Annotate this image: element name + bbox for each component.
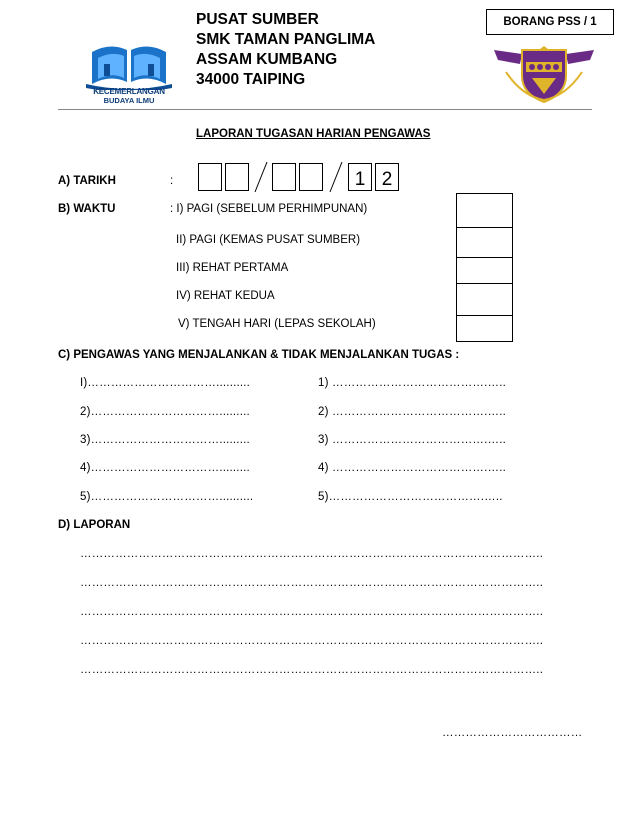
report-section-label: D) LAPORAN [58,519,131,531]
date-slash-2 [327,160,345,194]
report-line-5[interactable]: ……………………………………………………………………………………………………….. [80,664,544,676]
prefect-not-performing-5[interactable]: 5)………………………………….….. [318,491,503,503]
logo-caption-2: BUDAYA ILMU [103,96,155,105]
prefect-not-performing-2[interactable]: 2) ………………………………….….. [318,406,507,418]
time-checkbox-1[interactable] [456,193,513,228]
school-crest [492,42,596,104]
date-day-digit-2-box[interactable] [225,163,249,191]
date-year-digit-2[interactable]: 2 [375,163,399,191]
report-line-4[interactable]: ……………………………………………………………………………………………………….. [80,635,544,647]
time-option-3: III) REHAT PERTAMA [176,262,289,274]
time-option-5: V) TENGAH HARI (LEPAS SEKOLAH) [178,318,376,330]
school-library-logo [80,38,178,104]
logo-caption-1: KECEMERLANGAN [93,87,165,96]
prefect-not-performing-4[interactable]: 4) ………………………………….….. [318,462,507,474]
report-title: LAPORAN TUGASAN HARIAN PENGAWAS [196,128,431,140]
date-day-digit-1-box[interactable] [198,163,222,191]
prefect-not-performing-3[interactable]: 3) ………………………………….….. [318,434,507,446]
header-line-1: PUSAT SUMBER [196,11,319,28]
header-line-3: ASSAM KUMBANG [196,51,338,68]
date-colon: : [170,175,174,187]
time-checkbox-3[interactable] [456,257,513,284]
time-label: B) WAKTU [58,203,116,215]
date-month-digit-2-box[interactable] [299,163,323,191]
prefects-label: C) PENGAWAS YANG MENJALANKAN & TIDAK MENJALANKAN TUGAS : [58,349,460,361]
header-divider [58,109,592,110]
open-book-icon [80,38,178,90]
report-line-2[interactable]: ……………………………………………………………………………………………………….. [80,577,544,589]
date-label: A) TARIKH [58,175,116,187]
time-checkbox-4[interactable] [456,283,513,316]
prefect-performing-1[interactable]: I)…………………………….......... [80,377,251,389]
prefect-not-performing-1[interactable]: 1) ………………………………….….. [318,377,507,389]
time-checkbox-5[interactable] [456,315,513,342]
header-line-2: SMK TAMAN PANGLIMA [196,31,376,48]
prefect-performing-5[interactable]: 5)…………………………….......... [80,491,254,503]
crest-icon [492,42,596,104]
report-line-3[interactable]: ……………………………………………………………………………………………………….. [80,606,544,618]
time-option-2: II) PAGI (KEMAS PUSAT SUMBER) [176,234,361,246]
time-option-4: IV) REHAT KEDUA [176,290,275,302]
date-year-digit-1[interactable]: 1 [348,163,372,191]
form-code-box: BORANG PSS / 1 [486,9,614,35]
prefect-performing-2[interactable]: 2)……………………………......... [80,406,250,418]
date-month-digit-1-box[interactable] [272,163,296,191]
time-checkbox-2[interactable] [456,227,513,258]
signature-line[interactable]: ……………………………… [442,727,583,739]
prefect-performing-3[interactable]: 3)……………………………......... [80,434,250,446]
prefect-performing-4[interactable]: 4)……………………………......... [80,462,250,474]
report-line-1[interactable]: ……………………………………………………………………………………………………….. [80,548,544,560]
time-option-1: : I) PAGI (SEBELUM PERHIMPUNAN) [170,203,368,215]
header-line-4: 34000 TAIPING [196,71,306,88]
date-slash-1 [252,160,270,194]
